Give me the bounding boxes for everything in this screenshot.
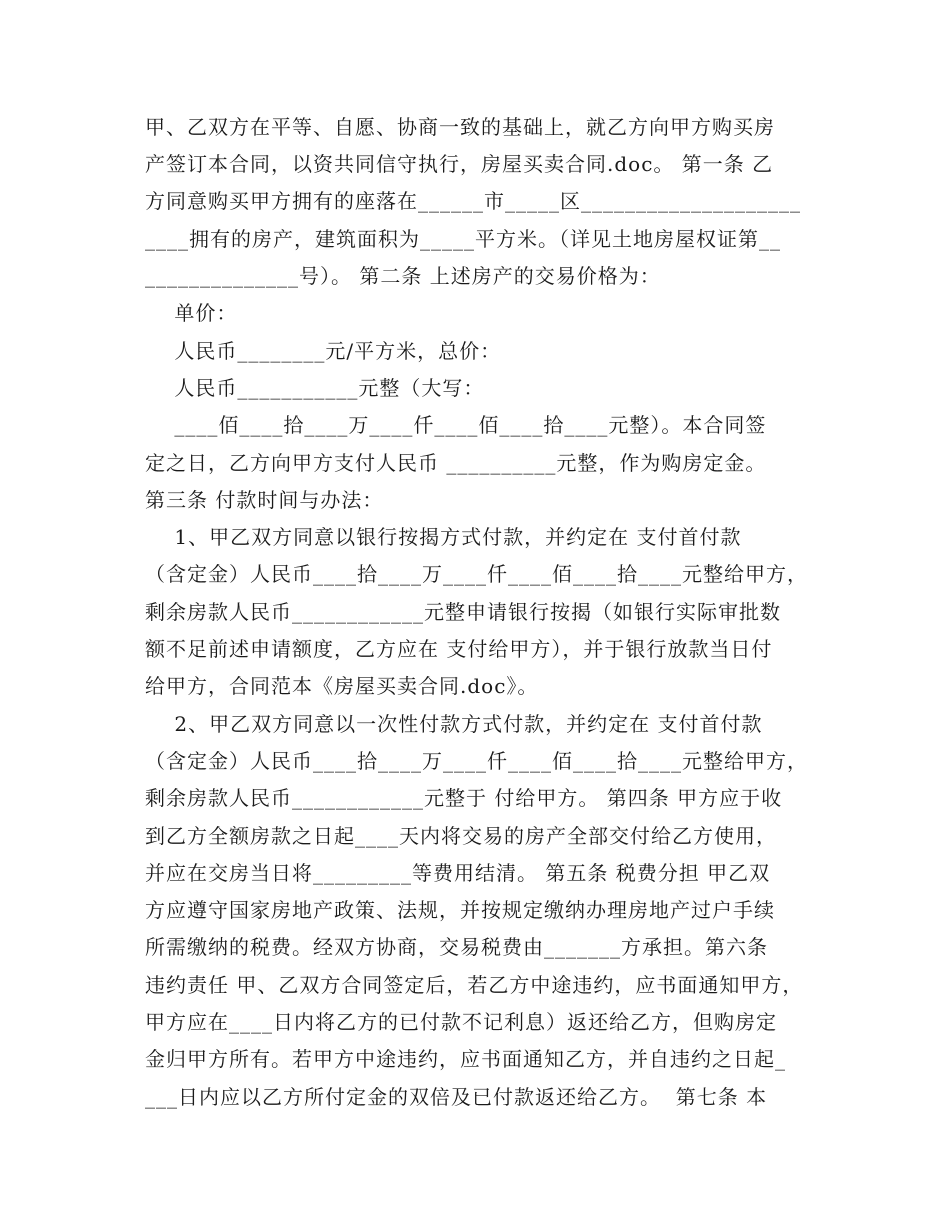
text-line: （含定金）人民币____拾____万____仟____佰____拾____元整给甲方， [145, 749, 808, 773]
text-line: ____拥有的房产，建筑面积为_____平方米。（详见土地房屋权证第__ [145, 227, 781, 251]
text-line: 金归甲方所有。若甲方中途违约，应书面通知乙方，并自违约之日起_ [145, 1047, 786, 1071]
text-line: 到乙方全额房款之日起____天内将交易的房产全部交付给乙方使用， [145, 824, 777, 848]
section-heading: 第三条 付款时间与办法： [145, 488, 384, 512]
text-line: 甲方应在____日内将乙方的已付款不记利息）返还给乙方，但购房定 [145, 1010, 777, 1034]
text-line: （含定金）人民币____拾____万____仟____佰____拾____元整给甲方， [145, 562, 808, 586]
text-line: 产签订本合同，以资共同信守执行，房屋买卖合同.doc。 第一条 乙 [145, 152, 774, 176]
text-line: 所需缴纳的税费。经双方协商，交易税费由_______方承担。第六条 [145, 935, 768, 959]
text-line: ___日内应以乙方所付定金的双倍及已付款返还给乙方。 第七条 本 [145, 1085, 768, 1109]
text-line: 给甲方，合同范本《房屋买卖合同.doc》。 [145, 674, 539, 698]
text-line: 定之日，乙方向甲方支付人民币 __________元整，作为购房定金。 [145, 451, 767, 475]
text-line: 并应在交房当日将_________等费用结清。 第五条 税费分担 甲乙双 [145, 861, 771, 885]
text-line: 方同意购买甲方拥有的座落在______市_____区____________________ [145, 189, 801, 213]
text-line: ______________号）。 第二条 上述房产的交易价格为： [145, 264, 661, 288]
text-line: 剩余房款人民币____________元整申请银行按揭（如银行实际审批数 [145, 600, 781, 624]
text-line: 甲、乙双方在平等、自愿、协商一致的基础上，就乙方向甲方购买房 [145, 115, 775, 139]
text-line: ____佰____拾____万____仟____佰____拾____元整）。本合同签 [145, 413, 767, 437]
text-line: 人民币________元/平方米，总价： [145, 339, 502, 363]
text-line: 1、甲乙双方同意以银行按揭方式付款，并约定在 支付首付款 [145, 525, 742, 549]
text-line: 违约责任 甲、乙双方合同签定后，若乙方中途违约，应书面通知甲方， [145, 973, 804, 997]
text-line: 单价： [145, 301, 238, 325]
text-line: 2、甲乙双方同意以一次性付款方式付款，并约定在 支付首付款 [145, 712, 763, 736]
text-line: 人民币___________元整（大写： [145, 376, 485, 400]
text-line: 额不足前述申请额度，乙方应在 支付给甲方），并于银行放款当日付 [145, 637, 773, 661]
text-line: 方应遵守国家房地产政策、法规，并按规定缴纳办理房地产过户手续 [145, 898, 775, 922]
text-line: 剩余房款人民币____________元整于 付给甲方。 第四条 甲方应于收 [145, 786, 783, 810]
